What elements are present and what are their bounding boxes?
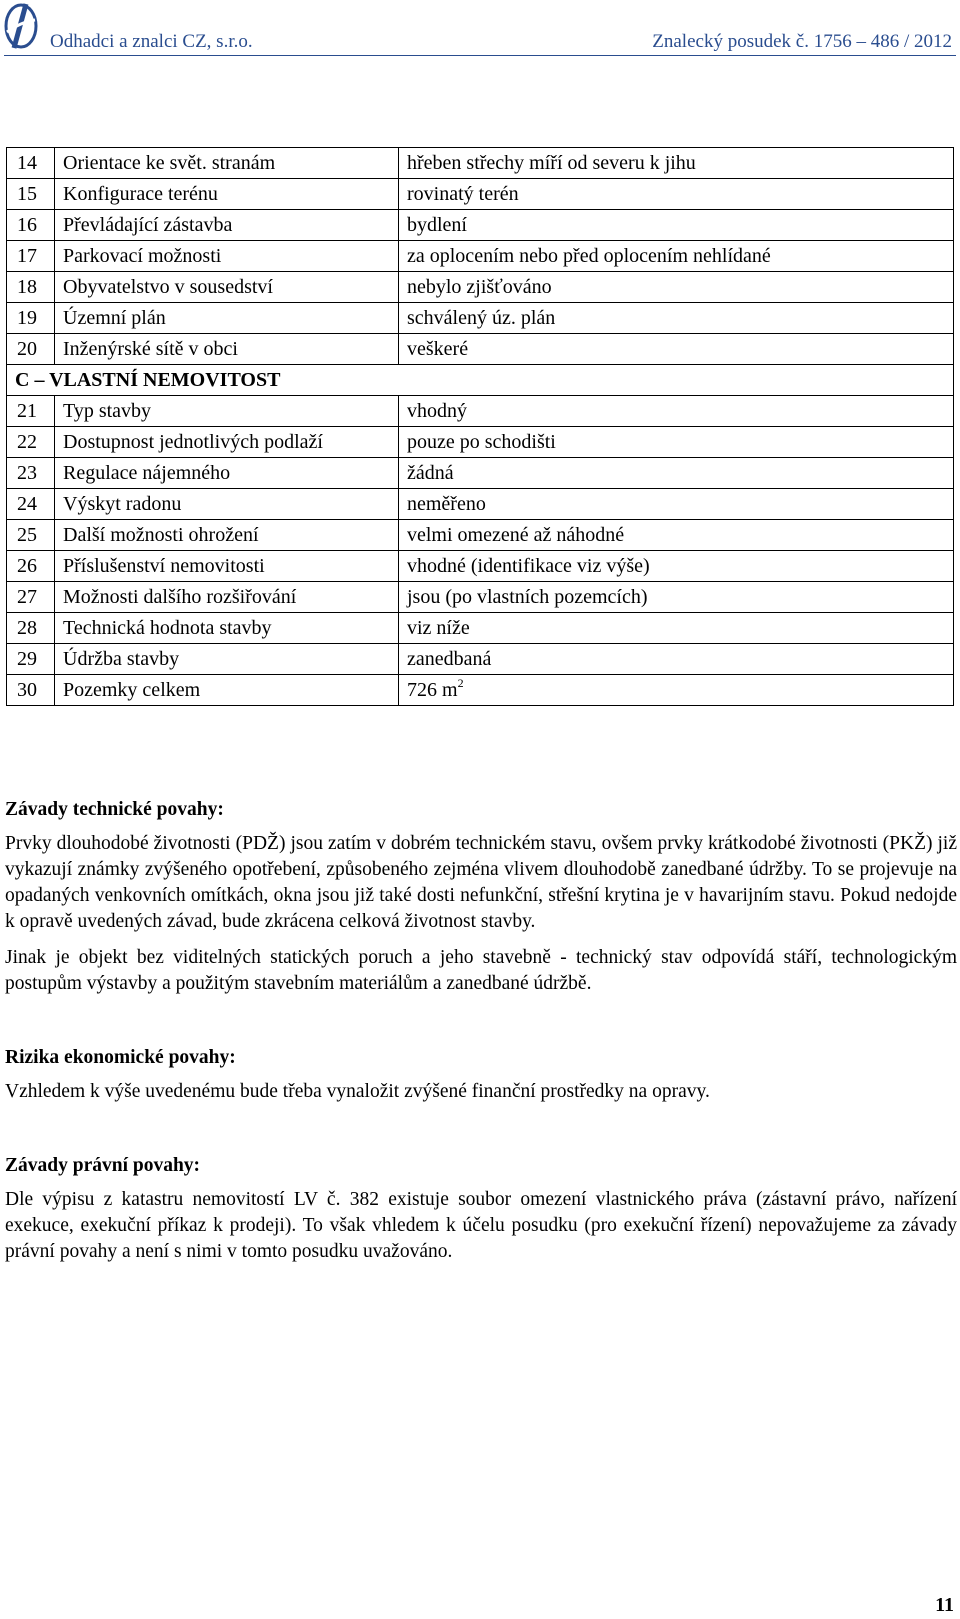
economic-heading: Rizika ekonomické povahy: [5, 1047, 236, 1068]
row-property: Převládající zástavba [55, 210, 399, 241]
section-title: C – VLASTNÍ NEMOVITOST [7, 365, 954, 396]
legal-heading: Závady právní povahy: [5, 1155, 201, 1176]
page-header [0, 0, 960, 56]
table-row [7, 334, 954, 365]
table-row [7, 675, 954, 706]
row-property: Výskyt radonu [55, 489, 399, 520]
row-value: pouze po schodišti [399, 427, 954, 458]
row-number: 22 [7, 427, 55, 458]
page-number: 11 [935, 1594, 954, 1616]
table-row [7, 396, 954, 427]
row-value: jsou (po vlastních pozemcích) [399, 582, 954, 613]
table-row [7, 148, 954, 179]
row-value-text: 726 m [407, 678, 458, 701]
table-row [7, 272, 954, 303]
row-value: žádná [399, 458, 954, 489]
row-value: neměřeno [399, 489, 954, 520]
table-row [7, 489, 954, 520]
row-property: Parkovací možnosti [55, 241, 399, 272]
row-number: 28 [7, 613, 55, 644]
table-row [7, 303, 954, 334]
table-row [7, 179, 954, 210]
property-table [6, 147, 954, 706]
row-number: 14 [7, 148, 55, 179]
row-property: Dostupnost jednotlivých podlaží [55, 427, 399, 458]
table-row [7, 241, 954, 272]
row-number: 26 [7, 551, 55, 582]
legal-paragraph: Dle výpisu z katastru nemovitostí LV č. 382 existuje soubor omezení vlastnického práva (zástavní právo, nařízení exekuce, exekuční příkaz k prodeji). To však vhledem k účelu posudku (pro exekuční řízení) nepovažujeme za závady právní povahy a není s nimi v tomto posudku uvažováno. [5, 1189, 957, 1262]
row-value: vhodné (identifikace viz výše) [399, 551, 954, 582]
row-value: vhodný [399, 396, 954, 427]
row-value-sup: 2 [457, 675, 464, 690]
row-value [399, 675, 954, 706]
row-property: Obyvatelstvo v sousedství [55, 272, 399, 303]
row-value: veškeré [399, 334, 954, 365]
row-number: 21 [7, 396, 55, 427]
row-property: Inženýrské sítě v obci [55, 334, 399, 365]
table-row [7, 551, 954, 582]
table-row [7, 427, 954, 458]
row-number: 23 [7, 458, 55, 489]
row-number: 30 [7, 675, 55, 706]
table-row [7, 210, 954, 241]
company-name: Odhadci a znalci CZ, s.r.o. [50, 31, 253, 52]
row-property: Orientace ke svět. stranám [55, 148, 399, 179]
row-value: nebylo zjišťováno [399, 272, 954, 303]
row-property: Další možnosti ohrožení [55, 520, 399, 551]
row-property: Pozemky celkem [55, 675, 399, 706]
row-number: 29 [7, 644, 55, 675]
row-property: Možnosti dalšího rozšiřování [55, 582, 399, 613]
row-property: Údržba stavby [55, 644, 399, 675]
row-value: velmi omezené až náhodné [399, 520, 954, 551]
row-value: hřeben střechy míří od severu k jihu [399, 148, 954, 179]
row-value: rovinatý terén [399, 179, 954, 210]
row-property: Konfigurace terénu [55, 179, 399, 210]
row-property: Regulace nájemného [55, 458, 399, 489]
table-row [7, 458, 954, 489]
table-row [7, 644, 954, 675]
technical-paragraph-2: Jinak je objekt bez viditelných statických poruch a jeho stavebně - technický stav odpovídá stáří, technologickým postupům výstavby a použitým stavebním materiálům a zanedbané údržbě. [5, 947, 957, 994]
row-number: 16 [7, 210, 55, 241]
report-number: Znalecký posudek č. 1756 – 486 / 2012 [652, 31, 952, 52]
header-divider [4, 55, 956, 56]
row-number: 17 [7, 241, 55, 272]
row-property: Příslušenství nemovitosti [55, 551, 399, 582]
row-value: viz níže [399, 613, 954, 644]
row-property: Technická hodnota stavby [55, 613, 399, 644]
economic-paragraph: Vzhledem k výše uvedenému bude třeba vynaložit zvýšené finanční prostředky na opravy. [5, 1081, 710, 1102]
row-value: schválený úz. plán [399, 303, 954, 334]
row-property: Územní plán [55, 303, 399, 334]
row-number: 15 [7, 179, 55, 210]
table-row [7, 520, 954, 551]
row-number: 20 [7, 334, 55, 365]
row-number: 27 [7, 582, 55, 613]
table-row [7, 582, 954, 613]
row-value: za oplocením nebo před oplocením nehlídané [399, 241, 954, 272]
row-property: Typ stavby [55, 396, 399, 427]
row-number: 19 [7, 303, 55, 334]
row-number: 25 [7, 520, 55, 551]
row-number: 18 [7, 272, 55, 303]
row-value: zanedbaná [399, 644, 954, 675]
technical-heading: Závady technické povahy: [5, 799, 224, 820]
table-row [7, 613, 954, 644]
row-number: 24 [7, 489, 55, 520]
company-logo-icon [4, 2, 38, 50]
table-section-row [7, 365, 954, 396]
row-value: bydlení [399, 210, 954, 241]
technical-paragraph-1: Prvky dlouhodobé životnosti (PDŽ) jsou zatím v dobrém technickém stavu, ovšem prvky krátkodobé životnosti (PKŽ) již vykazují známky zvýšeného opotřebení, způsobeného zejména vlivem dlouhodobě zanedbané údržby. To se projevuje na opadaných venkovních omítkách, okna jsou již také dosti nefunkční, střešní krytina je v havarijním stavu. Pokud nedojde k opravě uvedených závad, bude zkrácena celková životnost stavby. [5, 833, 957, 932]
document-body [5, 797, 957, 1275]
